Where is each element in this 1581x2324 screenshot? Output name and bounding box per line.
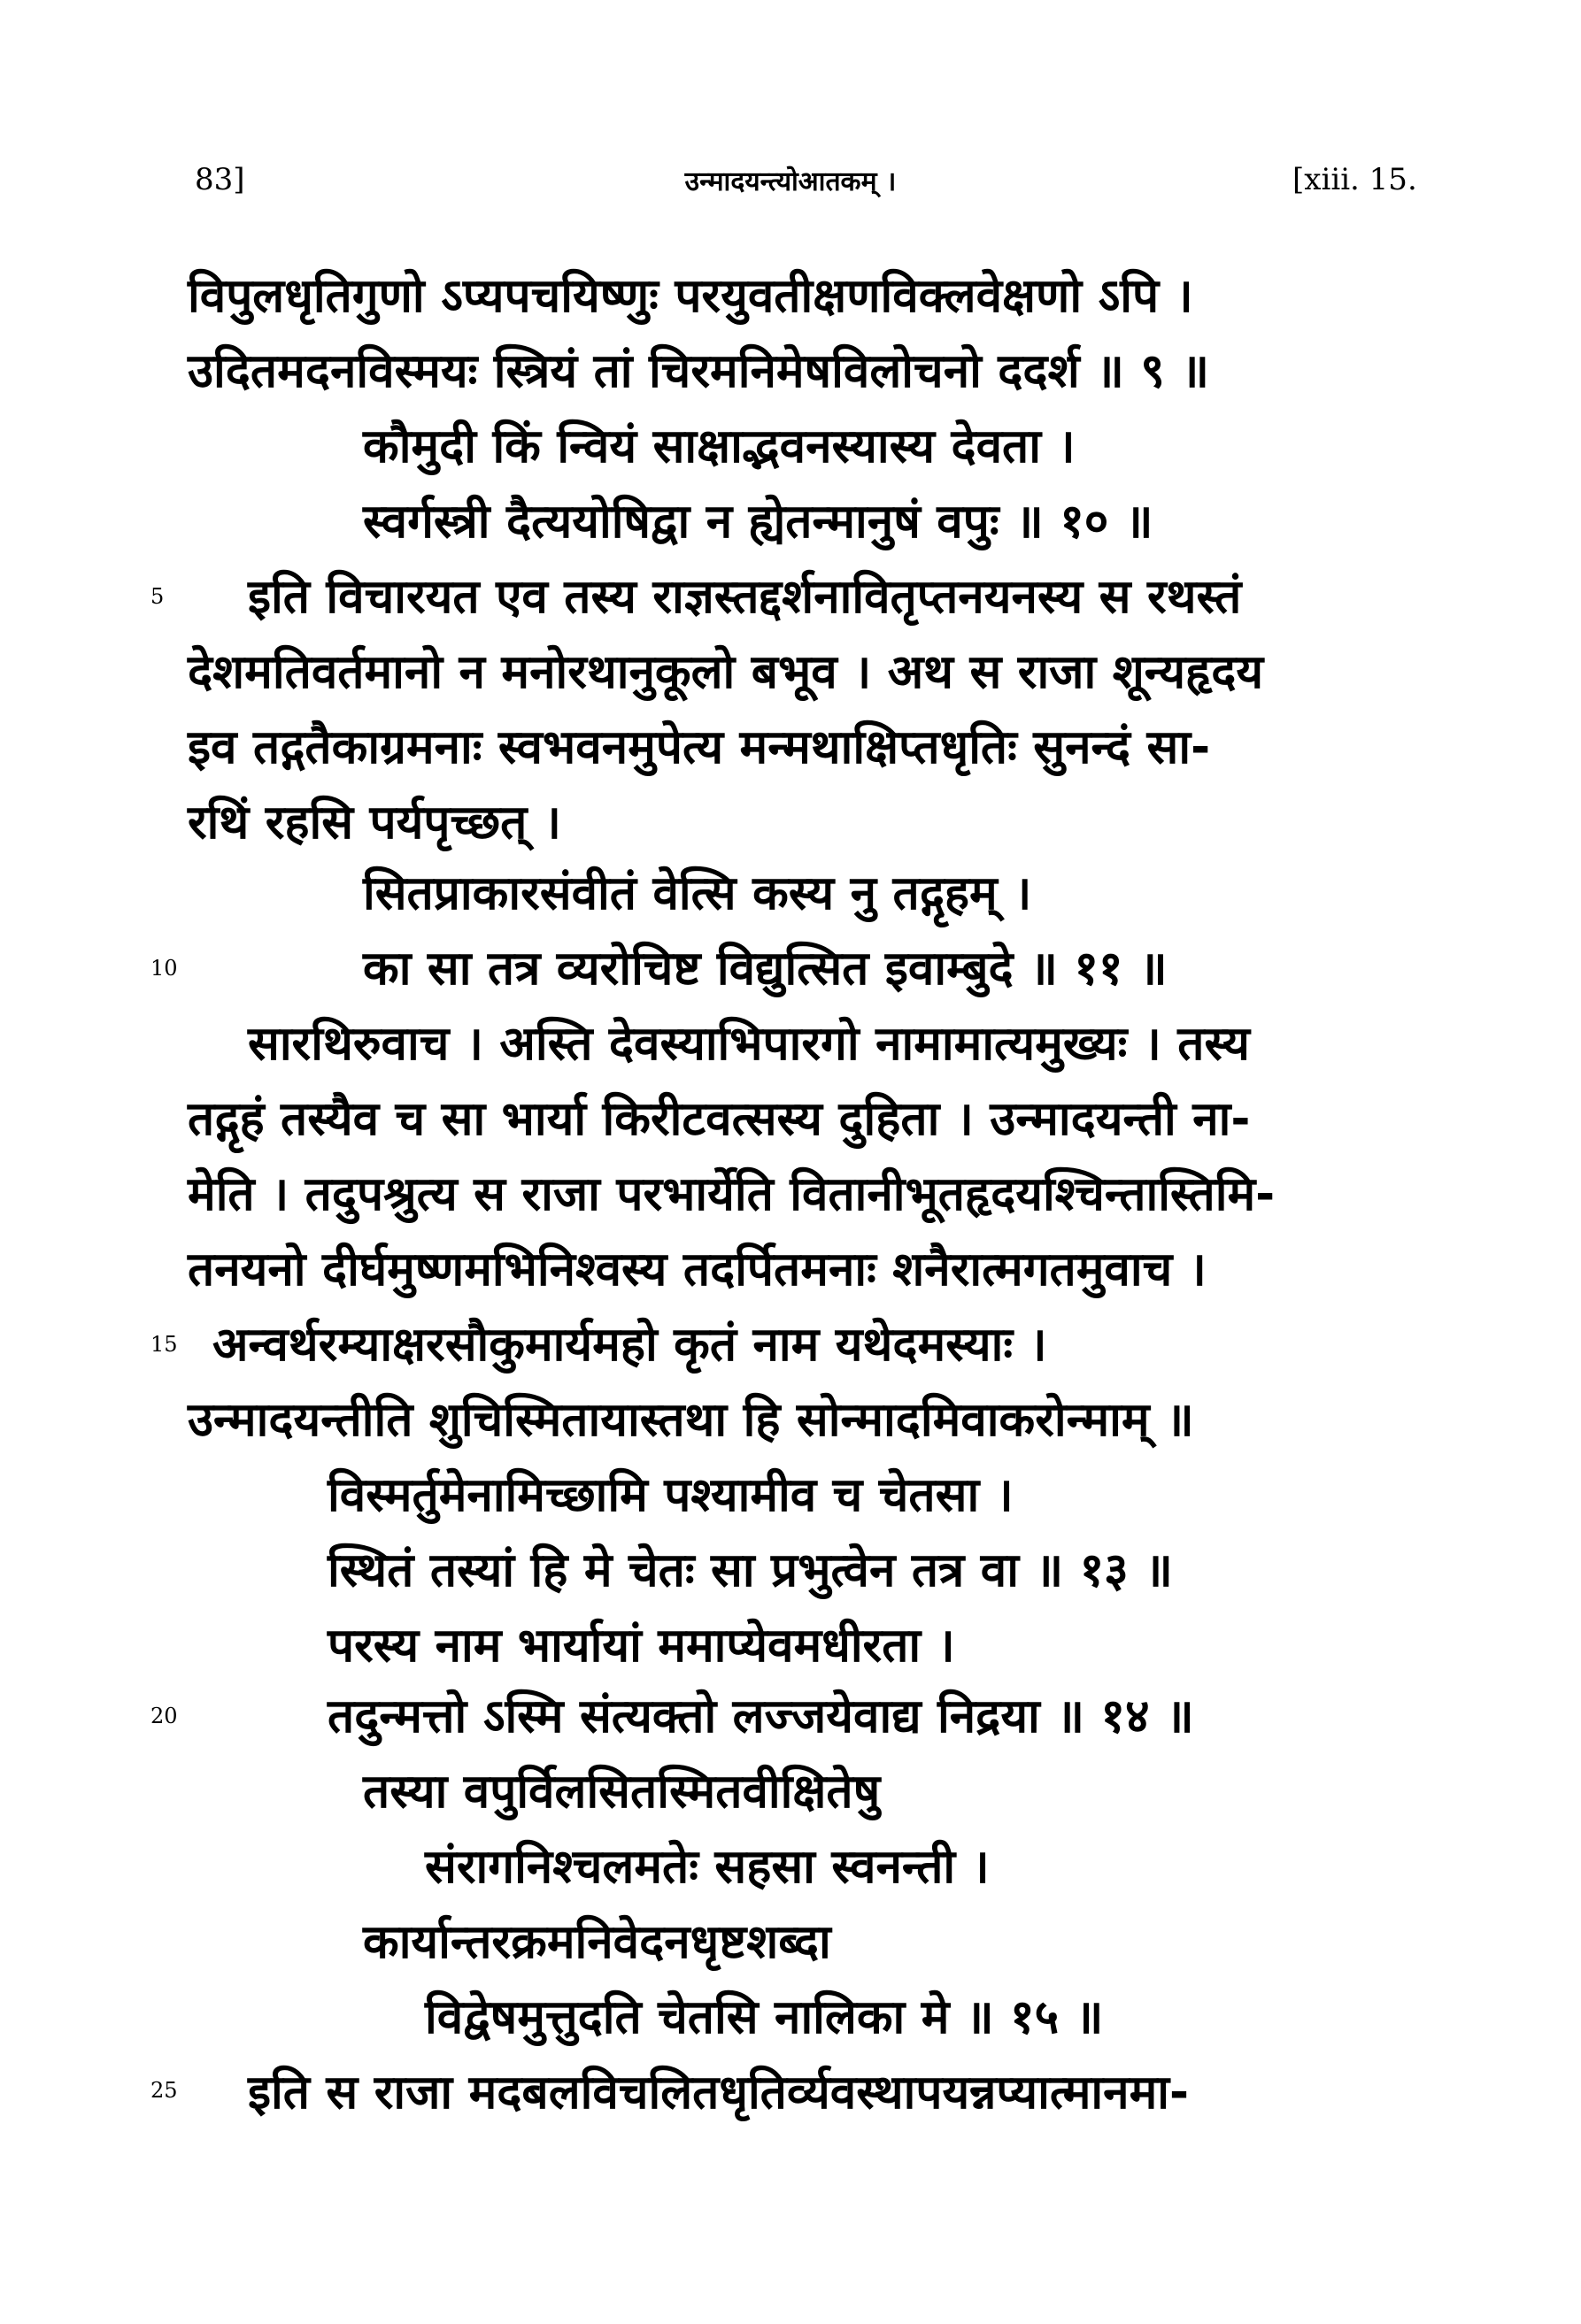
text-line-16: उन्मादयन्तीति शुचिस्मितायास्तथा हि सोन्मादमिवाकरोन्माम् ॥: [188, 1393, 1194, 1447]
section-reference: [xiii. 15.: [1292, 162, 1417, 197]
text-line-10: का सा तत्र व्यरोचिष्ट विद्युत्सित इवाम्बुदे ॥ ११ ॥: [363, 942, 1168, 996]
text-line-2: उदितमदनविस्मयः स्त्रियं तां चिरमनिमेषविलोचनो ददर्श ॥ ९ ॥: [188, 344, 1210, 398]
page-number: 83]: [195, 162, 245, 197]
text-line-8: रथिं रहसि पर्यपृच्छत् ।: [188, 796, 561, 850]
running-title: उन्मादयन्त्योआतकम् ।: [684, 166, 897, 197]
line-number-25: 25: [150, 2078, 178, 2103]
text-line-17: विस्मर्तुमेनामिच्छामि पश्यामीव च चेतसा ।: [328, 1468, 1014, 1522]
text-line-7: इव तद्गतैकाग्रमनाः स्वभवनमुपेत्य मन्मथाक्षिप्तधृतिः सुनन्दं सा-: [188, 720, 1211, 774]
line-number-5: 5: [150, 584, 165, 609]
text-line-12: तद्गृहं तस्यैव च सा भार्या किरीटवत्सस्य दुहिता । उन्मादयन्ती ना-: [188, 1092, 1251, 1146]
text-line-21: तस्या वपुर्विलसितस्मितवीक्षितेषु: [363, 1765, 881, 1819]
line-number-20: 20: [150, 1704, 178, 1728]
text-line-1: विपुलधृतिगुणो ऽप्यपचयिष्णुः परयुवतीक्षणविक्लवेक्षणो ऽपि ।: [188, 269, 1193, 323]
text-line-9: सितप्राकारसंवीतं वेत्सि कस्य नु तद्गृहम् ।: [363, 866, 1032, 920]
text-line-23: कार्यान्तरक्रमनिवेदनधृष्टशब्दा: [363, 1915, 831, 1969]
text-line-14: तनयनो दीर्घमुष्णमभिनिश्वस्य तदर्पितमनाः शनैरात्मगतमुवाच ।: [188, 1243, 1207, 1297]
text-line-13: मेति । तदुपश्रुत्य स राजा परभार्येति वितानीभूतहृदयश्चिन्तास्तिमि-: [188, 1167, 1276, 1221]
text-line-20: तदुन्मत्तो ऽस्मि संत्यक्तो लज्जयेवाद्य निद्रया ॥ १४ ॥: [328, 1689, 1194, 1743]
text-line-22: संरागनिश्चलमतेः सहसा स्वनन्ती ।: [425, 1840, 990, 1894]
text-line-11: सारथिरुवाच । अस्ति देवस्याभिपारगो नामामात्यमुख्यः । तस्य: [248, 1017, 1250, 1071]
line-number-10: 10: [150, 956, 178, 981]
line-number-15: 15: [150, 1332, 178, 1357]
text-line-6: देशमतिवर्तमानो न मनोरथानुकूलो बभूव । अथ स राजा शून्यहृदय: [188, 645, 1264, 699]
text-line-15: अन्वर्थरम्याक्षरसौकुमार्यमहो कृतं नाम यथेदमस्याः ।: [212, 1318, 1047, 1372]
text-line-3: कौमुदी किं न्वियं साक्षाद्भवनस्यास्य देवता ।: [363, 419, 1076, 473]
text-line-4: स्वर्गस्त्री दैत्ययोषिद्वा न ह्येतन्मानुषं वपुः ॥ १० ॥: [363, 495, 1153, 549]
text-line-18: स्थितं तस्यां हि मे चेतः सा प्रभुत्वेन तत्र वा ॥ १३ ॥: [328, 1543, 1173, 1597]
text-line-24: विद्वेषमुत्तुदति चेतसि नालिका मे ॥ १५ ॥: [425, 1990, 1104, 2044]
text-line-19: परस्य नाम भार्यायां ममाप्येवमधीरता ।: [328, 1619, 955, 1673]
text-line-5: इति विचारयत एव तस्य राज्ञस्तद्दर्शनावितृप्तनयनस्य स रथस्तं: [248, 570, 1242, 624]
text-line-25: इति स राजा मदबलविचलितधृतिर्व्यवस्थापयन्नप्यात्मानमा-: [248, 2066, 1189, 2120]
